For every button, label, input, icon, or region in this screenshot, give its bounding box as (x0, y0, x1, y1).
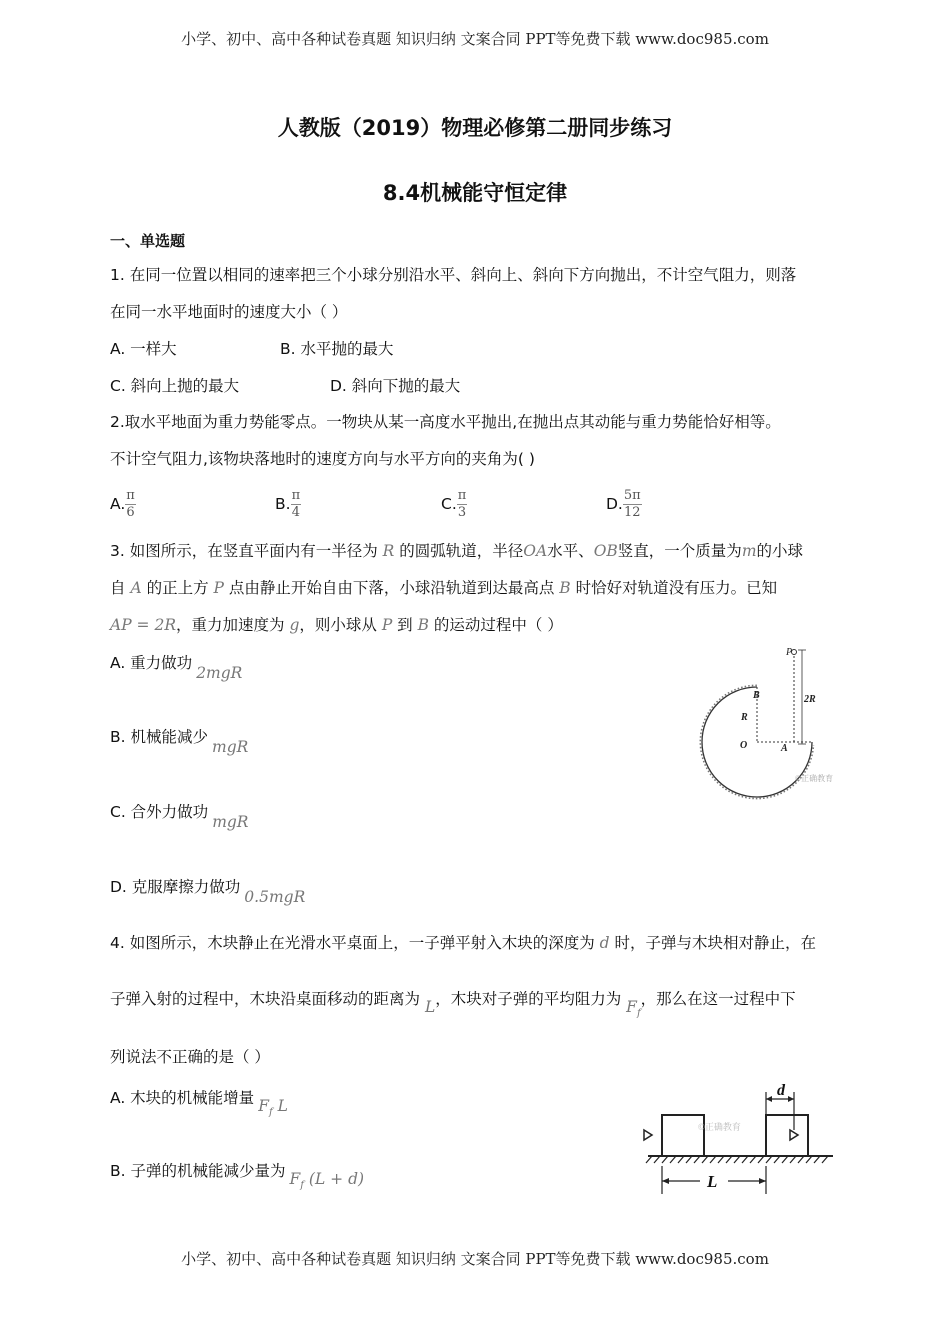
q4-line-1 (110, 932, 816, 954)
q3-l2-text-c: 点由静止开始自由下落，小球沿轨道到达最高点 (223, 579, 560, 597)
q2-option-a-label: A. (110, 495, 126, 513)
q3-line-1 (110, 540, 803, 562)
q4-label-d: d (777, 1082, 785, 1099)
q3-label-R: R (741, 712, 748, 723)
q4-L-arrow-left (662, 1178, 669, 1184)
q3-label-B: B (753, 690, 760, 701)
q3-label-2R: 2R (804, 694, 816, 705)
q1-option-d: D. 斜向下抛的最大 (330, 377, 461, 395)
q4-b-f-subscript: f (300, 1180, 304, 1192)
q3-l1-text-c: 水平、 (547, 542, 594, 560)
q4-l2-var-L: L (424, 998, 436, 1016)
q3-label-A: A (781, 743, 788, 754)
page-title: 人教版（2019）物理必修第二册同步练习 (277, 116, 673, 140)
q4-option-b (110, 1160, 365, 1192)
q1-line-2: 在同一水平地面时的速度大小（ ） (110, 303, 348, 321)
section-heading: 一、单选题 (110, 232, 186, 250)
q2-a-numerator: π (126, 488, 135, 503)
q3-l3-text-d: 的运动过程中（ ） (429, 616, 563, 634)
q4-b-math (289, 1170, 365, 1192)
q3-b-text: B. 机械能减少 (110, 728, 208, 746)
q3-figure-watermark: ©正确教育 (795, 774, 834, 783)
q3-l2-var-A: A (130, 579, 142, 597)
q2-option-a (110, 488, 136, 521)
q3-b-math: mgR (212, 738, 249, 756)
q3-l2-text-a: 自 (110, 579, 131, 597)
q2-option-b-fraction (291, 488, 302, 521)
q2-d-numerator: 5π (623, 488, 641, 503)
q3-option-b (110, 726, 249, 756)
q2-c-denominator: 3 (457, 505, 467, 520)
q2-option-b (275, 488, 301, 521)
q4-b-F: F (289, 1170, 301, 1188)
q4-b-expr: (L + d) (308, 1170, 365, 1188)
q2-line-2: 不计空气阻力,该物块落地时的速度方向与水平方向的夹角为( ) (110, 450, 535, 468)
q3-option-d (110, 876, 306, 906)
q4-a-L: L (272, 1097, 288, 1115)
q3-l2-text-d: 时恰好对轨道没有压力。已知 (570, 579, 778, 597)
q2-option-d-label: D. (606, 495, 623, 513)
q3-l2-var-B: B (559, 579, 571, 597)
q3-l3-text-b: ，则小球从 (299, 616, 382, 634)
q1-option-b: B. 水平抛的最大 (280, 340, 394, 358)
q3-option-a (110, 652, 243, 682)
q3-l2-text-b: 的正上方 (141, 579, 214, 597)
q4-line-3: 列说法不正确的是（ ） (110, 1048, 270, 1066)
page-subtitle: 8.4机械能守恒定律 (382, 181, 568, 205)
q3-d-text: D. 克服摩擦力做功 (110, 878, 241, 896)
q3-l3-var-B: B (417, 616, 429, 634)
q3-l2-var-P: P (213, 579, 224, 597)
q2-b-numerator: π (291, 488, 301, 503)
q4-l2-var-Ff (626, 998, 641, 1020)
q1-option-c: C. 斜向上抛的最大 (110, 377, 240, 395)
q3-figure-circular-track (695, 640, 834, 800)
q2-option-c-label: C. (441, 495, 457, 513)
q4-option-a (110, 1087, 288, 1119)
bottom-banner: 小学、初中、高中各种试卷真题 知识归纳 文案合同 PPT等免费下载 www.doc985.com (181, 1250, 769, 1268)
q2-option-c-fraction (457, 488, 468, 521)
q3-d-math: 0.5mgR (244, 888, 306, 906)
q2-option-d (606, 488, 642, 521)
q4-l2-f-subscript: f (636, 1008, 641, 1020)
q3-l3-var-P: P (381, 616, 393, 634)
top-banner: 小学、初中、高中各种试卷真题 知识归纳 文案合同 PPT等免费下载 www.doc985.com (181, 30, 769, 48)
q3-label-P: P (786, 647, 793, 658)
q2-line-1: 2.取水平地面为重力势能零点。一物块从某一高度水平抛出,在抛出点其动能与重力势能恰好相等。 (110, 413, 781, 431)
q4-l1-text-a: 4. 如图所示，木块静止在光滑水平桌面上，一子弹平射入木块的深度为 (110, 934, 600, 952)
q4-a-math (258, 1097, 288, 1119)
q1-line-1: 1. 在同一位置以相同的速率把三个小球分别沿水平、斜向上、斜向下方向抛出，不计空气阻力，则落 (110, 266, 797, 284)
q4-a-f-subscript: f (268, 1107, 273, 1119)
q3-a-math: 2mgR (196, 664, 243, 682)
q4-l2-text-c: ，那么在这一过程中下 (640, 990, 796, 1008)
q2-option-b-label: B. (275, 495, 291, 513)
q2-option-c (441, 488, 467, 521)
q4-label-L: L (707, 1172, 718, 1191)
q2-option-a-fraction (125, 488, 136, 521)
q1-option-a: A. 一样大 (110, 340, 177, 358)
q3-l3-text-c: 到 (392, 616, 418, 634)
q3-l1-text-d: 竖直，一个质量为 (617, 542, 742, 560)
q4-ground-hatching (646, 1156, 828, 1163)
q4-l1-text-b: 时，子弹与木块相对静止，在 (609, 934, 817, 952)
q3-l3-var-g: g (289, 616, 300, 634)
q2-a-denominator: 6 (126, 505, 135, 520)
q3-label-O: O (740, 740, 748, 751)
q2-c-numerator: π (457, 488, 467, 503)
q3-a-text: A. 重力做功 (110, 654, 193, 672)
q3-line-2 (110, 577, 777, 599)
q4-l1-var-d: d (599, 934, 610, 952)
q4-l2-text-b: ，木块对子弹的平均阻力为 (435, 990, 627, 1008)
q4-L-arrow-right (759, 1178, 766, 1184)
q4-line-2 (110, 988, 796, 1020)
q3-l1-var-OA: OA (523, 542, 548, 560)
q3-l1-text-e: 的小球 (756, 542, 804, 560)
q2-b-denominator: 4 (291, 505, 300, 520)
q3-l3-equation: AP = 2R (110, 616, 176, 634)
q4-a-F: F (258, 1097, 269, 1115)
q3-l1-text-a: 3. 如图所示，在竖直平面内有一半径为 (110, 542, 383, 560)
q3-l1-var-OB: OB (593, 542, 618, 560)
q3-ball-P (792, 650, 797, 655)
q4-l2-text-a: 子弹入射的过程中，木块沿桌面移动的距离为 (110, 990, 425, 1008)
q3-l3-text-a: ，重力加速度为 (176, 616, 290, 634)
q4-d-arrow-right (788, 1096, 794, 1102)
q2-option-d-fraction (623, 488, 642, 521)
q4-figure-bullet-block (638, 1080, 838, 1200)
q4-block-final (766, 1115, 808, 1156)
q4-b-text: B. 子弹的机械能减少量为 (110, 1162, 286, 1180)
q3-c-math: mgR (212, 813, 249, 831)
q3-option-c (110, 801, 249, 831)
q4-d-arrow-left (766, 1096, 772, 1102)
q3-l1-text-b: 的圆弧轨道，半径 (394, 542, 524, 560)
q4-figure-watermark: ©正确教育 (698, 1122, 741, 1132)
q4-a-text: A. 木块的机械能增量 (110, 1089, 255, 1107)
q3-l1-var-m: m (741, 542, 757, 560)
q3-line-3 (110, 614, 563, 636)
q3-c-text: C. 合外力做功 (110, 803, 209, 821)
q4-bullet-initial (644, 1130, 652, 1140)
q3-l1-var-R: R (382, 542, 395, 560)
q4-l2-F: F (626, 998, 637, 1016)
q2-d-denominator: 12 (624, 505, 641, 520)
